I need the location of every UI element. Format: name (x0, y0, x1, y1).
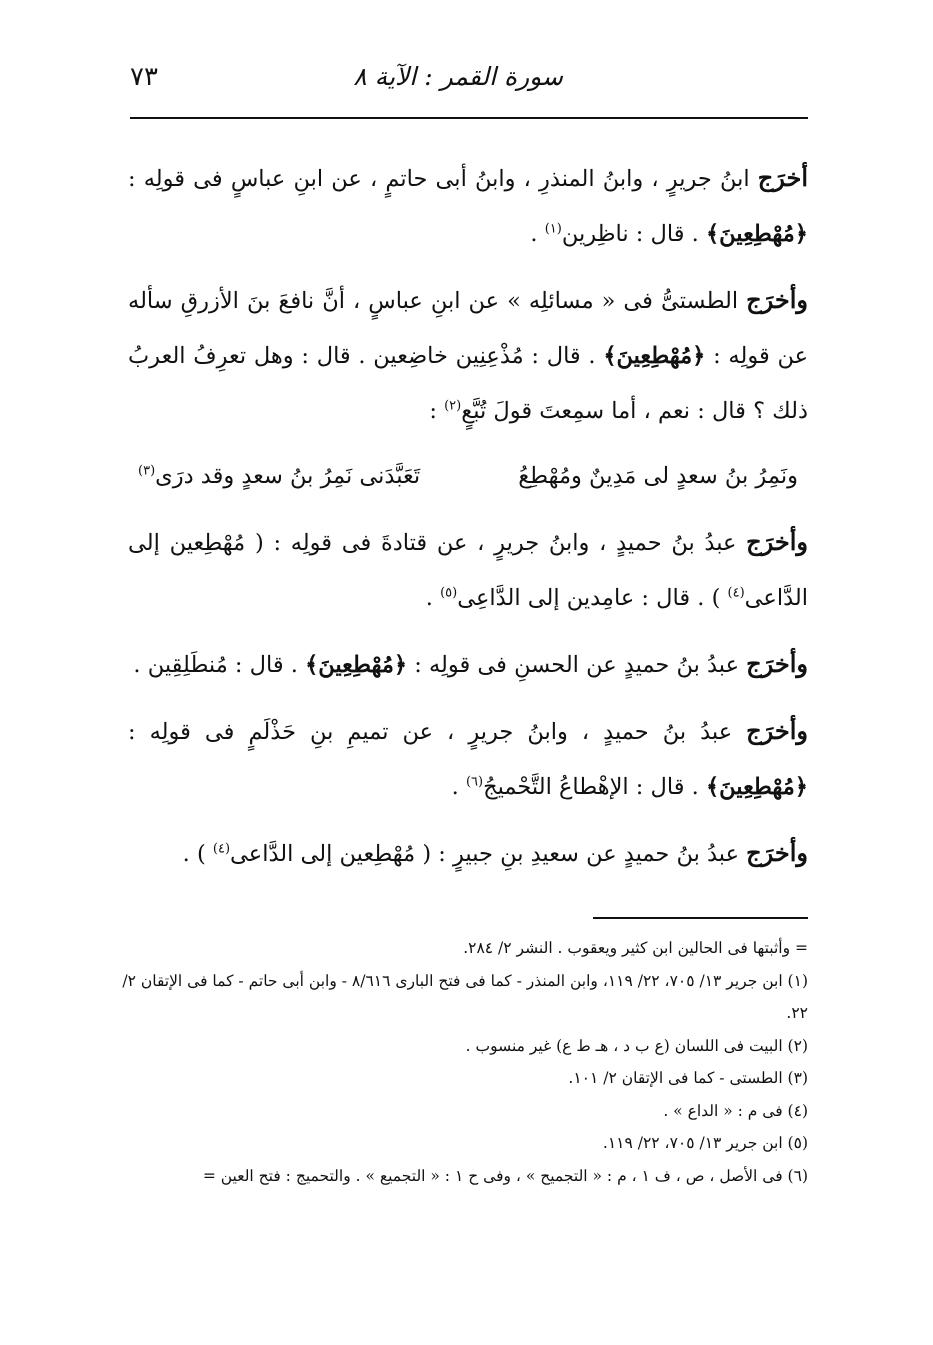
footnote-3: (٣) الطستى - كما فى الإتقان ٢/ ١٠١. (568, 1069, 808, 1087)
main-text (128, 150, 808, 892)
footnote-5: (٥) ابن جرير ١٣/ ٧٠٥، ٢٢/ ١١٩. (602, 1134, 808, 1152)
paragraph-text: الطستىُّ فى « مسائلِه » عن ابنِ عباسٍ ، أنَّ نافعَ بنَ الأزرقِ سأله عن قولِه : (128, 288, 809, 369)
paragraph-lead: وأخرَج (746, 649, 808, 678)
paragraph-text: عبدُ بنُ حميدٍ عن الحسنِ فى قولِه : (407, 652, 747, 678)
paragraph-2 (128, 272, 808, 439)
paragraph-text: . قال : ناظِرين (561, 221, 706, 247)
quran-quote: ﴿مُهْطِعِينَ﴾ (705, 774, 808, 800)
paragraph-lead: أخرَج (757, 163, 808, 192)
footnote-4: (٤) فى م : « الداع » . (663, 1101, 808, 1120)
verse-hemistich-1: ونَمِرُ بنُ سعدٍ لى مَدِينٌ ومُهْطِعُ (518, 463, 798, 489)
footnote-ref[interactable]: (١) (544, 221, 562, 237)
quran-quote: ﴿مُهْطِعِينَ﴾ (603, 343, 706, 369)
paragraph-5 (128, 703, 808, 815)
footnote-ref[interactable]: (٢) (444, 398, 462, 414)
footnote-ref[interactable]: (٦) (465, 774, 484, 790)
paragraph-end: : (429, 398, 445, 424)
page-number: ٧٣ (130, 62, 158, 92)
footnote-2: (٢) البيت فى اللسان (ع ب د ، هـ ط ع) غير منسوب . (465, 1036, 808, 1055)
paragraph-1 (128, 150, 808, 262)
footnote-ref[interactable]: (٣) (138, 463, 156, 479)
paragraph-3 (128, 514, 808, 626)
footnote-separator (593, 917, 808, 919)
footnote-continuation: = وأثبتها فى الحالين ابن كثير ويعقوب . النشر ٢/ ٢٨٤. (463, 939, 808, 957)
paragraph-text: عبدُ بنُ حميدٍ عن سعيدِ بنِ جبيرٍ : ( مُهْطِعين إلى الدَّاعى (230, 841, 747, 867)
paragraph-end: ) . (182, 841, 213, 867)
verse-hemistich-text: تَعَبَّدَنى نَمِرُ بنُ سعدٍ وقد درَى (155, 463, 421, 489)
paragraph-text: ) . قال : عامِدين إلى الدَّاعِى (457, 585, 728, 611)
paragraph-lead: وأخرَج (746, 285, 808, 314)
paragraph-text: عبدُ بنُ حميدٍ ، وابنُ جريرٍ ، عن قتادةَ فى قولِه : ( مُهْطِعين إلى الدَّاعى (128, 530, 808, 611)
paragraph-text: . قال : مُذْعِنِين خاضِعين . قال : وهل تعرِفُ العربُ ذلك ؟ قال : نعم ، أما سمِعتَ قولَ تُبَّعٍ (128, 343, 808, 424)
paragraph-end: . (530, 221, 545, 247)
poetry-verse (138, 449, 798, 504)
paragraph-lead: وأخرَج (746, 838, 808, 867)
header-rule (130, 117, 808, 119)
paragraph-end: . (425, 585, 441, 611)
footnote-ref[interactable]: (٤) (212, 841, 231, 857)
footnote-ref[interactable]: (٥) (440, 585, 458, 601)
footnotes (120, 932, 808, 1192)
paragraph-lead: وأخرَج (746, 716, 808, 745)
paragraph-text: . قال : مُنطَلِقِين . (133, 652, 306, 678)
paragraph-text: . قال : الإهْطاعُ التَّحْميجُ (483, 774, 706, 800)
paragraph-6 (128, 825, 808, 882)
paragraph-text: ابنُ جريرٍ ، وابنُ المنذرِ ، وابنُ أبى حاتمٍ ، عن ابنِ عباسٍ فى قولِه : (128, 166, 758, 192)
running-title: سورة القمر : الآية ٨ (353, 62, 563, 91)
verse-hemistich-2 (138, 449, 420, 504)
page-header (130, 62, 808, 102)
paragraph-text: عبدُ بنُ حميدٍ ، وابنُ جريرٍ ، عن تميمِ بنِ حَذْلَمٍ فى قولِه : (128, 719, 747, 745)
footnote-ref[interactable]: (٤) (727, 585, 745, 601)
paragraph-end: . (451, 774, 466, 800)
quran-quote: ﴿مُهْطِعِينَ﴾ (305, 652, 408, 678)
footnote-1: (١) ابن جرير ١٣/ ٧٠٥، ٢٢/ ١١٩، وابن المنذر - كما فى فتح البارى ٨/٦١٦ - وابن أبى حاتم - كما فى الإتقان ٢/ ٢٢. (122, 971, 808, 1022)
footnote-6: (٦) فى الأصل ، ص ، ف ١ ، م : « التجميح » ، وفى ح ١ : « التجميع » . والتحميج : فتح العين = (202, 1166, 808, 1185)
quran-quote: ﴿مُهْطِعِينَ﴾ (705, 221, 808, 247)
paragraph-lead: وأخرَج (746, 527, 808, 556)
paragraph-4 (128, 636, 808, 693)
